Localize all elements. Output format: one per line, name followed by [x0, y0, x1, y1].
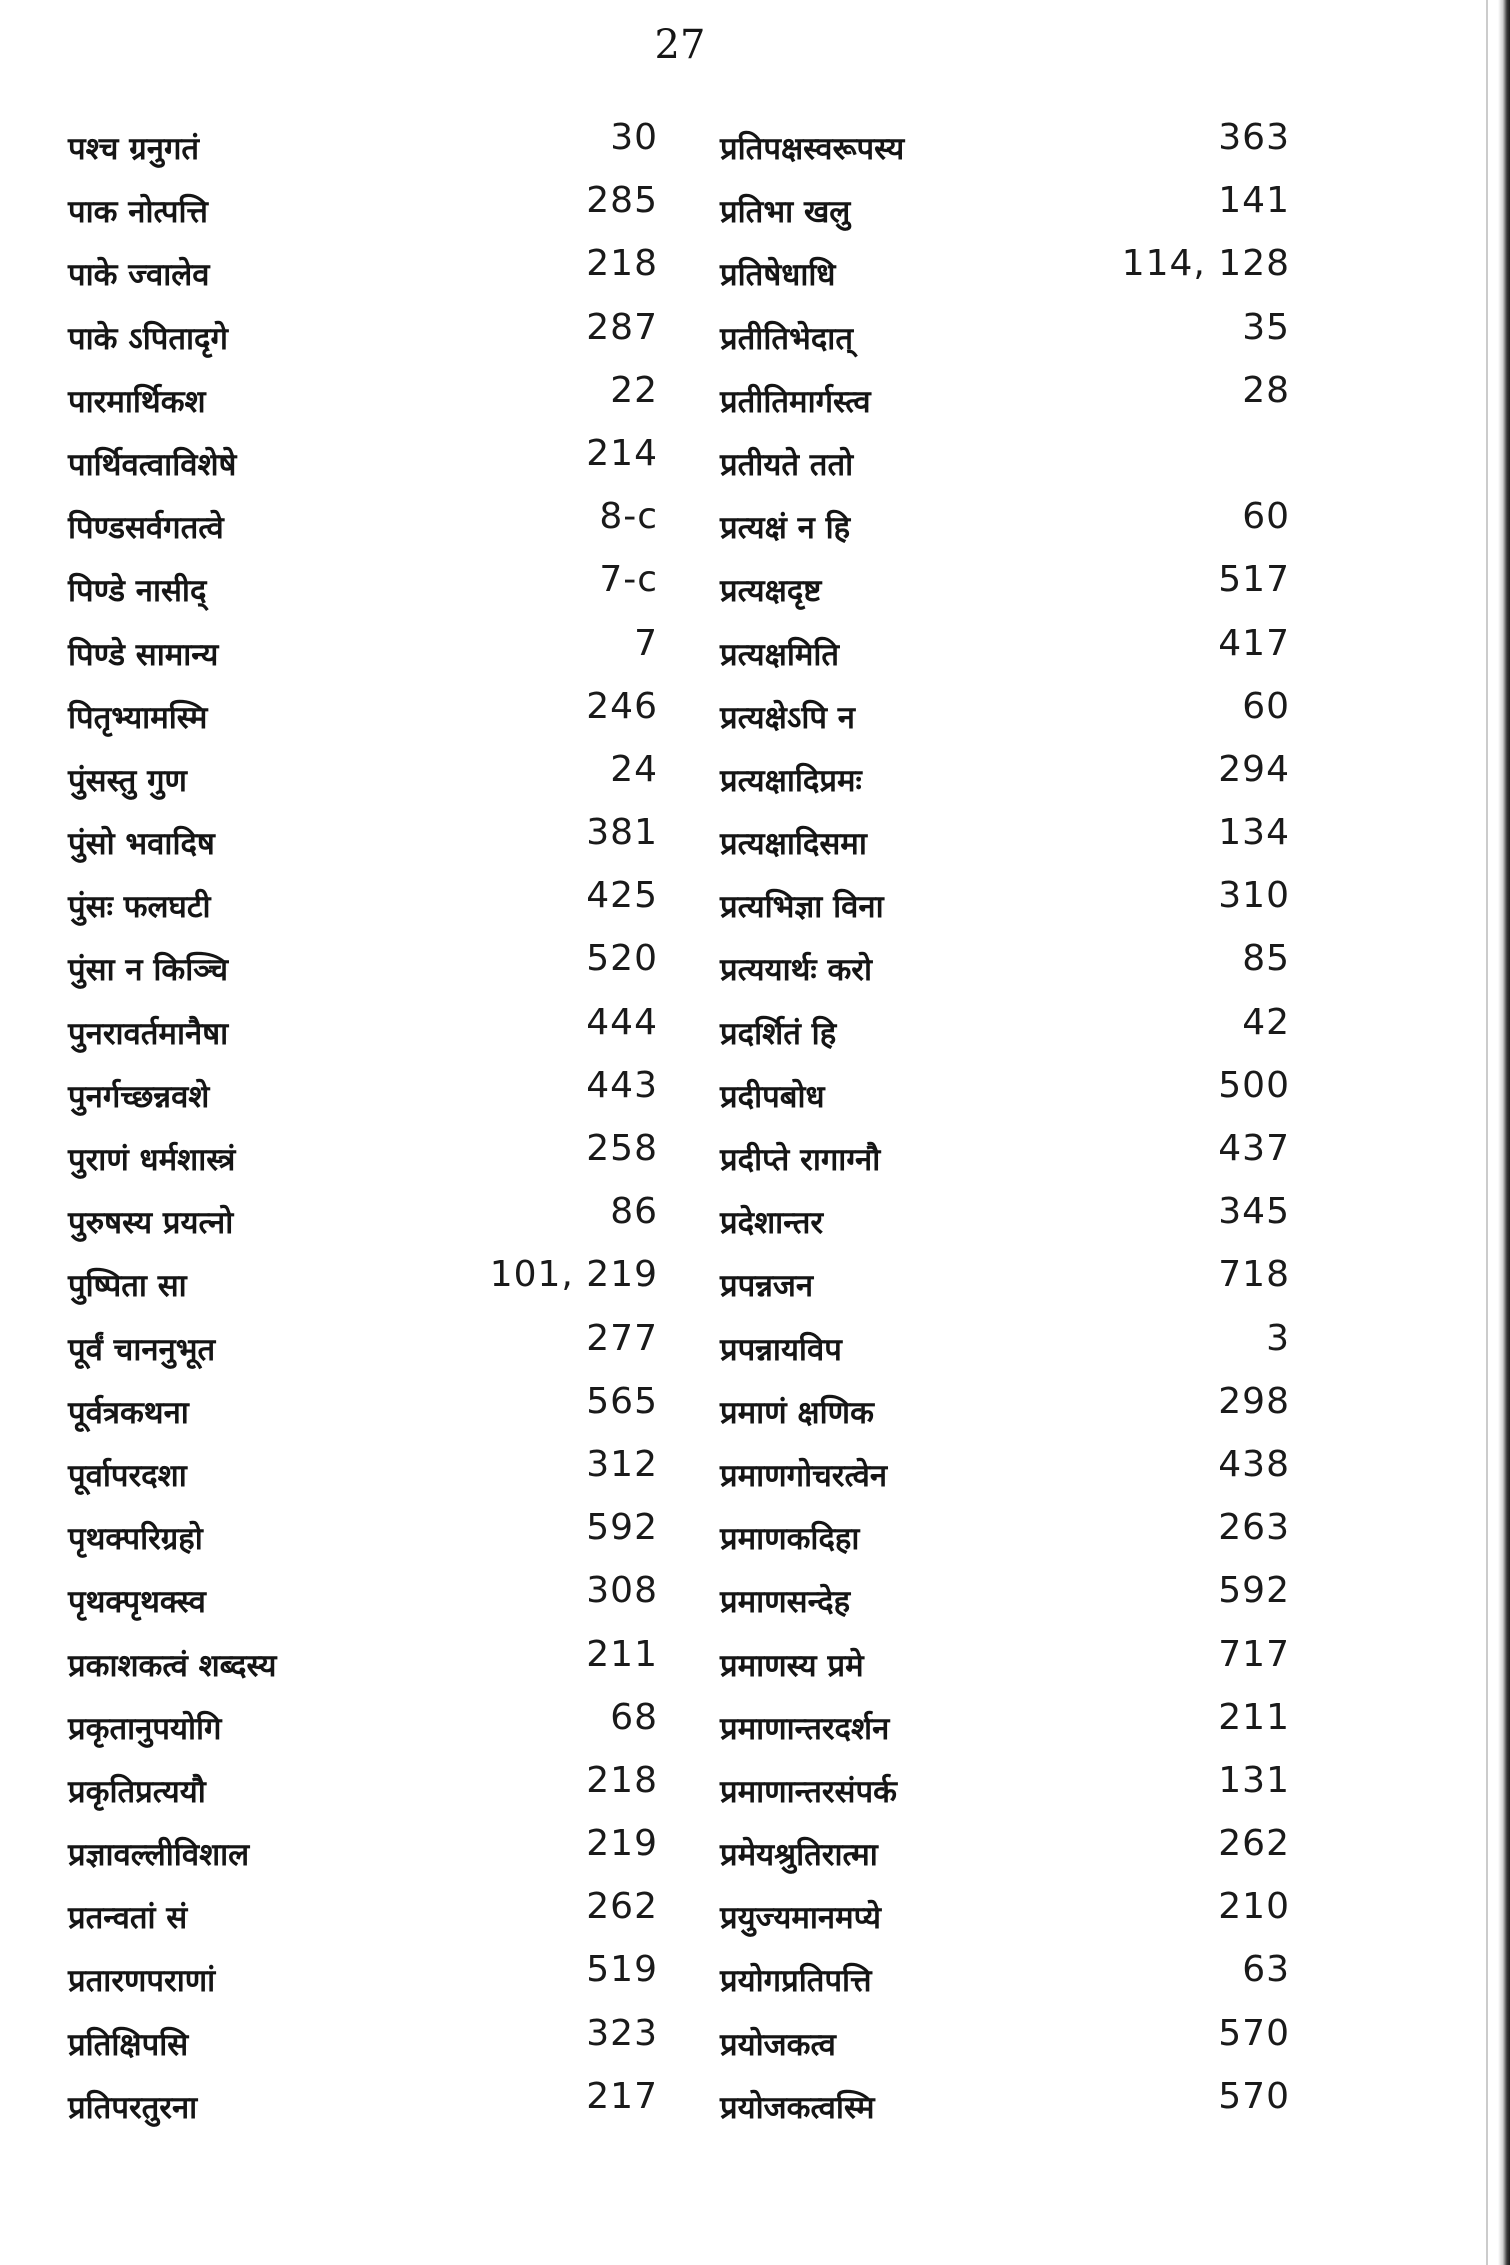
index-entry [720, 1824, 1290, 1887]
index-term: पुष्पिता सा [68, 1268, 187, 1305]
index-term: प्रतीतिभेदात् [720, 320, 853, 357]
index-entry [720, 308, 1290, 371]
index-entry [68, 1255, 658, 1318]
index-entry [720, 1508, 1290, 1571]
index-entry [720, 1761, 1290, 1824]
index-term: प्रपन्नजन [720, 1268, 814, 1305]
index-page-ref: 246 [586, 685, 658, 727]
index-term: पाके ज्वालेव [68, 257, 210, 294]
index-entry [68, 1698, 658, 1761]
index-entry [68, 1382, 658, 1445]
index-term: पुंसो भवादिष [68, 826, 215, 863]
index-entry [68, 1761, 658, 1824]
index-page-ref: 30 [610, 117, 658, 158]
index-page-ref: 437 [1218, 1128, 1290, 1169]
index-page-ref: 7 [634, 622, 658, 664]
index-page-ref: 592 [1218, 1570, 1290, 1612]
index-page-ref: 8-c [599, 496, 658, 538]
index-page-ref: 262 [586, 1886, 658, 1928]
index-term: पुंसः फलघटी [68, 889, 211, 926]
index-term: पुंसा न किञ्चि [68, 952, 229, 989]
index-entry [68, 750, 658, 813]
index-entry [720, 1003, 1290, 1066]
index-page-ref: 101, 219 [489, 1254, 658, 1296]
index-entry [720, 1129, 1290, 1192]
index-entry [720, 1698, 1290, 1761]
index-term: प्रतिक्षिपसि [68, 2026, 189, 2063]
index-entry [68, 1635, 658, 1698]
index-entry [68, 244, 658, 307]
index-page-ref: 565 [586, 1380, 658, 1422]
index-entry [720, 939, 1290, 1002]
index-term: पाक नोत्पत्ति [68, 194, 208, 231]
index-entry [68, 624, 658, 687]
index-page-ref: 60 [1242, 496, 1290, 538]
index-entry [68, 118, 658, 181]
index-entry [720, 244, 1290, 307]
index-term: पुरुषस्य प्रयत्नो [68, 1205, 234, 1242]
index-entry [68, 560, 658, 623]
index-entry [720, 118, 1290, 181]
index-term: प्रतन्वतां सं [68, 1900, 188, 1937]
index-term: प्रतीतिमार्गस्त्व [720, 383, 871, 420]
index-page-ref: 570 [1218, 2012, 1290, 2054]
index-entry [720, 687, 1290, 750]
index-term: प्रमाणान्तरसंपर्क [720, 1773, 897, 1810]
index-page-ref: 219 [586, 1823, 658, 1865]
index-entry [68, 1445, 658, 1508]
index-page-ref: 42 [1242, 1001, 1290, 1043]
index-page-ref: 294 [1218, 748, 1290, 790]
index-term: पूर्वत्रकथना [68, 1394, 189, 1431]
index-term: प्रमाणगोचरत्वेन [720, 1457, 888, 1494]
index-page-ref: 381 [586, 812, 658, 854]
index-term: प्रदीपबोध [720, 1078, 825, 1115]
index-entry [720, 1192, 1290, 1255]
index-entry [68, 434, 658, 497]
index-term: प्रतिभा खलु [720, 194, 851, 231]
index-entry [720, 624, 1290, 687]
index-page-ref: 218 [586, 243, 658, 285]
index-term: पुराणं धर्मशास्त्रं [68, 1142, 236, 1178]
index-term: प्रयुज्यमानमप्ये [720, 1900, 881, 1937]
index-term: पुंसस्तु गुण [68, 762, 187, 799]
index-entry [720, 1635, 1290, 1698]
index-page-ref: 24 [610, 748, 658, 790]
index-term: प्रयोगप्रतिपत्ति [720, 1963, 872, 2000]
index-page-ref: 218 [586, 1759, 658, 1801]
index-page-ref: 211 [1218, 1696, 1290, 1738]
index-entry [720, 813, 1290, 876]
index-term: प्रकृतिप्रत्ययौ [68, 1773, 206, 1810]
index-page-ref: 312 [586, 1443, 658, 1485]
index-entry [68, 1571, 658, 1634]
index-entry [720, 2014, 1290, 2077]
index-entry [68, 2014, 658, 2077]
index-page-ref: 7-c [599, 559, 658, 601]
index-entry [720, 1445, 1290, 1508]
index-page-ref: 287 [586, 306, 658, 348]
index-page-ref: 277 [586, 1317, 658, 1359]
index-entry [720, 1319, 1290, 1382]
index-entry [68, 939, 658, 1002]
index-entry [68, 687, 658, 750]
index-page-ref: 443 [586, 1064, 658, 1106]
index-term: पृथक्परिग्रहो [68, 1521, 203, 1558]
index-term: पिण्डे सामान्य [68, 636, 219, 673]
index-page-ref: 211 [586, 1633, 658, 1675]
index-entry [68, 371, 658, 434]
index-page-ref: 63 [1242, 1949, 1290, 1991]
index-entry [68, 813, 658, 876]
index-page-ref: 500 [1218, 1064, 1290, 1106]
index-entry [720, 371, 1290, 434]
index-term: पितृभ्यामस्मि [68, 699, 208, 736]
index-page-ref: 570 [1218, 2075, 1290, 2117]
index-page-ref: 363 [1218, 117, 1290, 158]
index-column-left [68, 118, 658, 2140]
index-term: प्रदीप्ते रागाग्नौ [720, 1142, 881, 1178]
index-term: पिण्डसर्वगतत्वे [68, 510, 224, 547]
index-entry [68, 1824, 658, 1887]
index-term: प्रतारणपराणां [68, 1963, 216, 2000]
index-term: प्रकृतानुपयोगि [68, 1710, 222, 1747]
index-term: पिण्डे नासीद् [68, 573, 207, 610]
index-page-ref: 285 [586, 180, 658, 222]
index-entry [720, 1382, 1290, 1445]
index-page-ref: 718 [1218, 1254, 1290, 1296]
index-entry [68, 1066, 658, 1129]
index-entry [720, 750, 1290, 813]
index-page-ref: 417 [1218, 622, 1290, 664]
index-page-ref: 323 [586, 2012, 658, 2054]
index-term: प्रमाणकदिहा [720, 1521, 860, 1558]
index-page-ref: 35 [1242, 306, 1290, 348]
index-page-ref: 131 [1218, 1759, 1290, 1801]
index-entry [720, 497, 1290, 560]
index-entry [68, 1887, 658, 1950]
scan-edge-line [1486, 0, 1488, 2265]
index-page-ref: 86 [610, 1191, 658, 1233]
index-entry [720, 560, 1290, 623]
index-entry [720, 1255, 1290, 1318]
index-page-ref: 214 [586, 432, 658, 474]
index-term: प्रमाणसन्देह [720, 1584, 851, 1621]
index-page-ref: 210 [1218, 1886, 1290, 1928]
index-page-ref: 310 [1218, 875, 1290, 917]
index-term: प्रत्यभिज्ञा विना [720, 889, 884, 926]
index-entry [720, 1571, 1290, 1634]
index-term: पूर्वापरदशा [68, 1457, 187, 1494]
index-term: प्रमाणं क्षणिक [720, 1394, 874, 1431]
index-page-ref: 438 [1218, 1443, 1290, 1485]
index-page-ref: 298 [1218, 1380, 1290, 1422]
index-term: प्रदर्शितं हि [720, 1015, 837, 1052]
index-page-ref: 22 [610, 369, 658, 411]
index-term: प्रतिषेधाधि [720, 257, 836, 294]
index-entry [720, 876, 1290, 939]
index-page-ref: 114, 128 [1121, 243, 1290, 285]
index-page-ref: 520 [586, 938, 658, 980]
index-term: पुनर्गच्छन्नवशे [68, 1078, 210, 1115]
index-term: प्रमाणस्य प्रमे [720, 1647, 864, 1684]
index-term: प्रत्यक्षादिसमा [720, 826, 867, 863]
index-term: प्रमेयश्रुतिरात्मा [720, 1837, 878, 1874]
index-term: प्रत्यक्षादिप्रमः [720, 762, 862, 799]
index-page-ref: 717 [1218, 1633, 1290, 1675]
index-page-ref: 517 [1218, 559, 1290, 601]
index-page-ref: 519 [586, 1949, 658, 1991]
index-term: प्रत्यक्षेऽपि न [720, 699, 855, 736]
index-entry [68, 876, 658, 939]
index-term: पूर्वं चाननुभूत [68, 1331, 216, 1368]
index-entry [68, 1508, 658, 1571]
index-entry [68, 2077, 658, 2140]
index-entry [68, 1129, 658, 1192]
index-page-ref: 425 [586, 875, 658, 917]
scan-edge-shadow [1498, 0, 1510, 2265]
page-number: 27 [654, 22, 706, 68]
index-term: प्रयोजकत्व [720, 2026, 836, 2063]
index-page-ref: 134 [1218, 812, 1290, 854]
index-term: पश्च ग्रनुगतं [68, 131, 200, 167]
index-term: प्रत्यक्षदृष्ट [720, 573, 822, 610]
index-entry [720, 1950, 1290, 2013]
index-page-ref: 60 [1242, 685, 1290, 727]
index-page-ref: 85 [1242, 938, 1290, 980]
index-entry [68, 1319, 658, 1382]
index-page-ref: 68 [610, 1696, 658, 1738]
index-entry [68, 497, 658, 560]
index-term: पुनरावर्तमानैषा [68, 1015, 229, 1052]
index-entry [68, 181, 658, 244]
index-page-ref: 308 [586, 1570, 658, 1612]
index-page-ref: 592 [586, 1507, 658, 1549]
index-entry [720, 1066, 1290, 1129]
index-term: प्रपन्नायविप [720, 1331, 842, 1368]
index-term: प्रतिपरतुरना [68, 2089, 198, 2126]
index-page-ref: 444 [586, 1001, 658, 1043]
index-term: प्रत्यक्षमिति [720, 636, 840, 673]
index-page-ref: 345 [1218, 1191, 1290, 1233]
index-term: प्रतिपक्षस्वरूपस्य [720, 131, 905, 167]
index-page-ref: 258 [586, 1128, 658, 1169]
index-entry [720, 434, 1290, 497]
index-term: पारमार्थिकश [68, 383, 206, 420]
index-term: प्रत्यक्षं न हि [720, 510, 851, 547]
index-term: प्रज्ञावल्लीविशाल [68, 1837, 250, 1874]
index-entry [720, 1887, 1290, 1950]
index-term: प्रत्ययार्थः करो [720, 952, 872, 989]
index-term: पृथक्पृथक्स्व [68, 1584, 206, 1621]
index-term: पाके ऽपितादृगे [68, 320, 228, 357]
index-page-ref: 28 [1242, 369, 1290, 411]
index-term: पार्थिवत्वाविशेषे [68, 446, 237, 483]
index-page-ref: 217 [586, 2075, 658, 2117]
index-page-ref: 141 [1218, 180, 1290, 222]
index-page-ref: 262 [1218, 1823, 1290, 1865]
index-page-ref: 3 [1266, 1317, 1290, 1359]
index-entry [68, 1950, 658, 2013]
index-entry [720, 2077, 1290, 2140]
index-column-right [720, 118, 1290, 2140]
index-term: प्रकाशकत्वं शब्दस्य [68, 1647, 277, 1684]
index-term: प्रयोजकत्वस्मि [720, 2089, 875, 2126]
index-term: प्रतीयते ततो [720, 446, 854, 483]
index-term: प्रदेशान्तर [720, 1205, 824, 1242]
index-term: प्रमाणान्तरदर्शन [720, 1710, 890, 1747]
index-page-ref: 263 [1218, 1507, 1290, 1549]
index-entry [68, 308, 658, 371]
index-entry [68, 1003, 658, 1066]
